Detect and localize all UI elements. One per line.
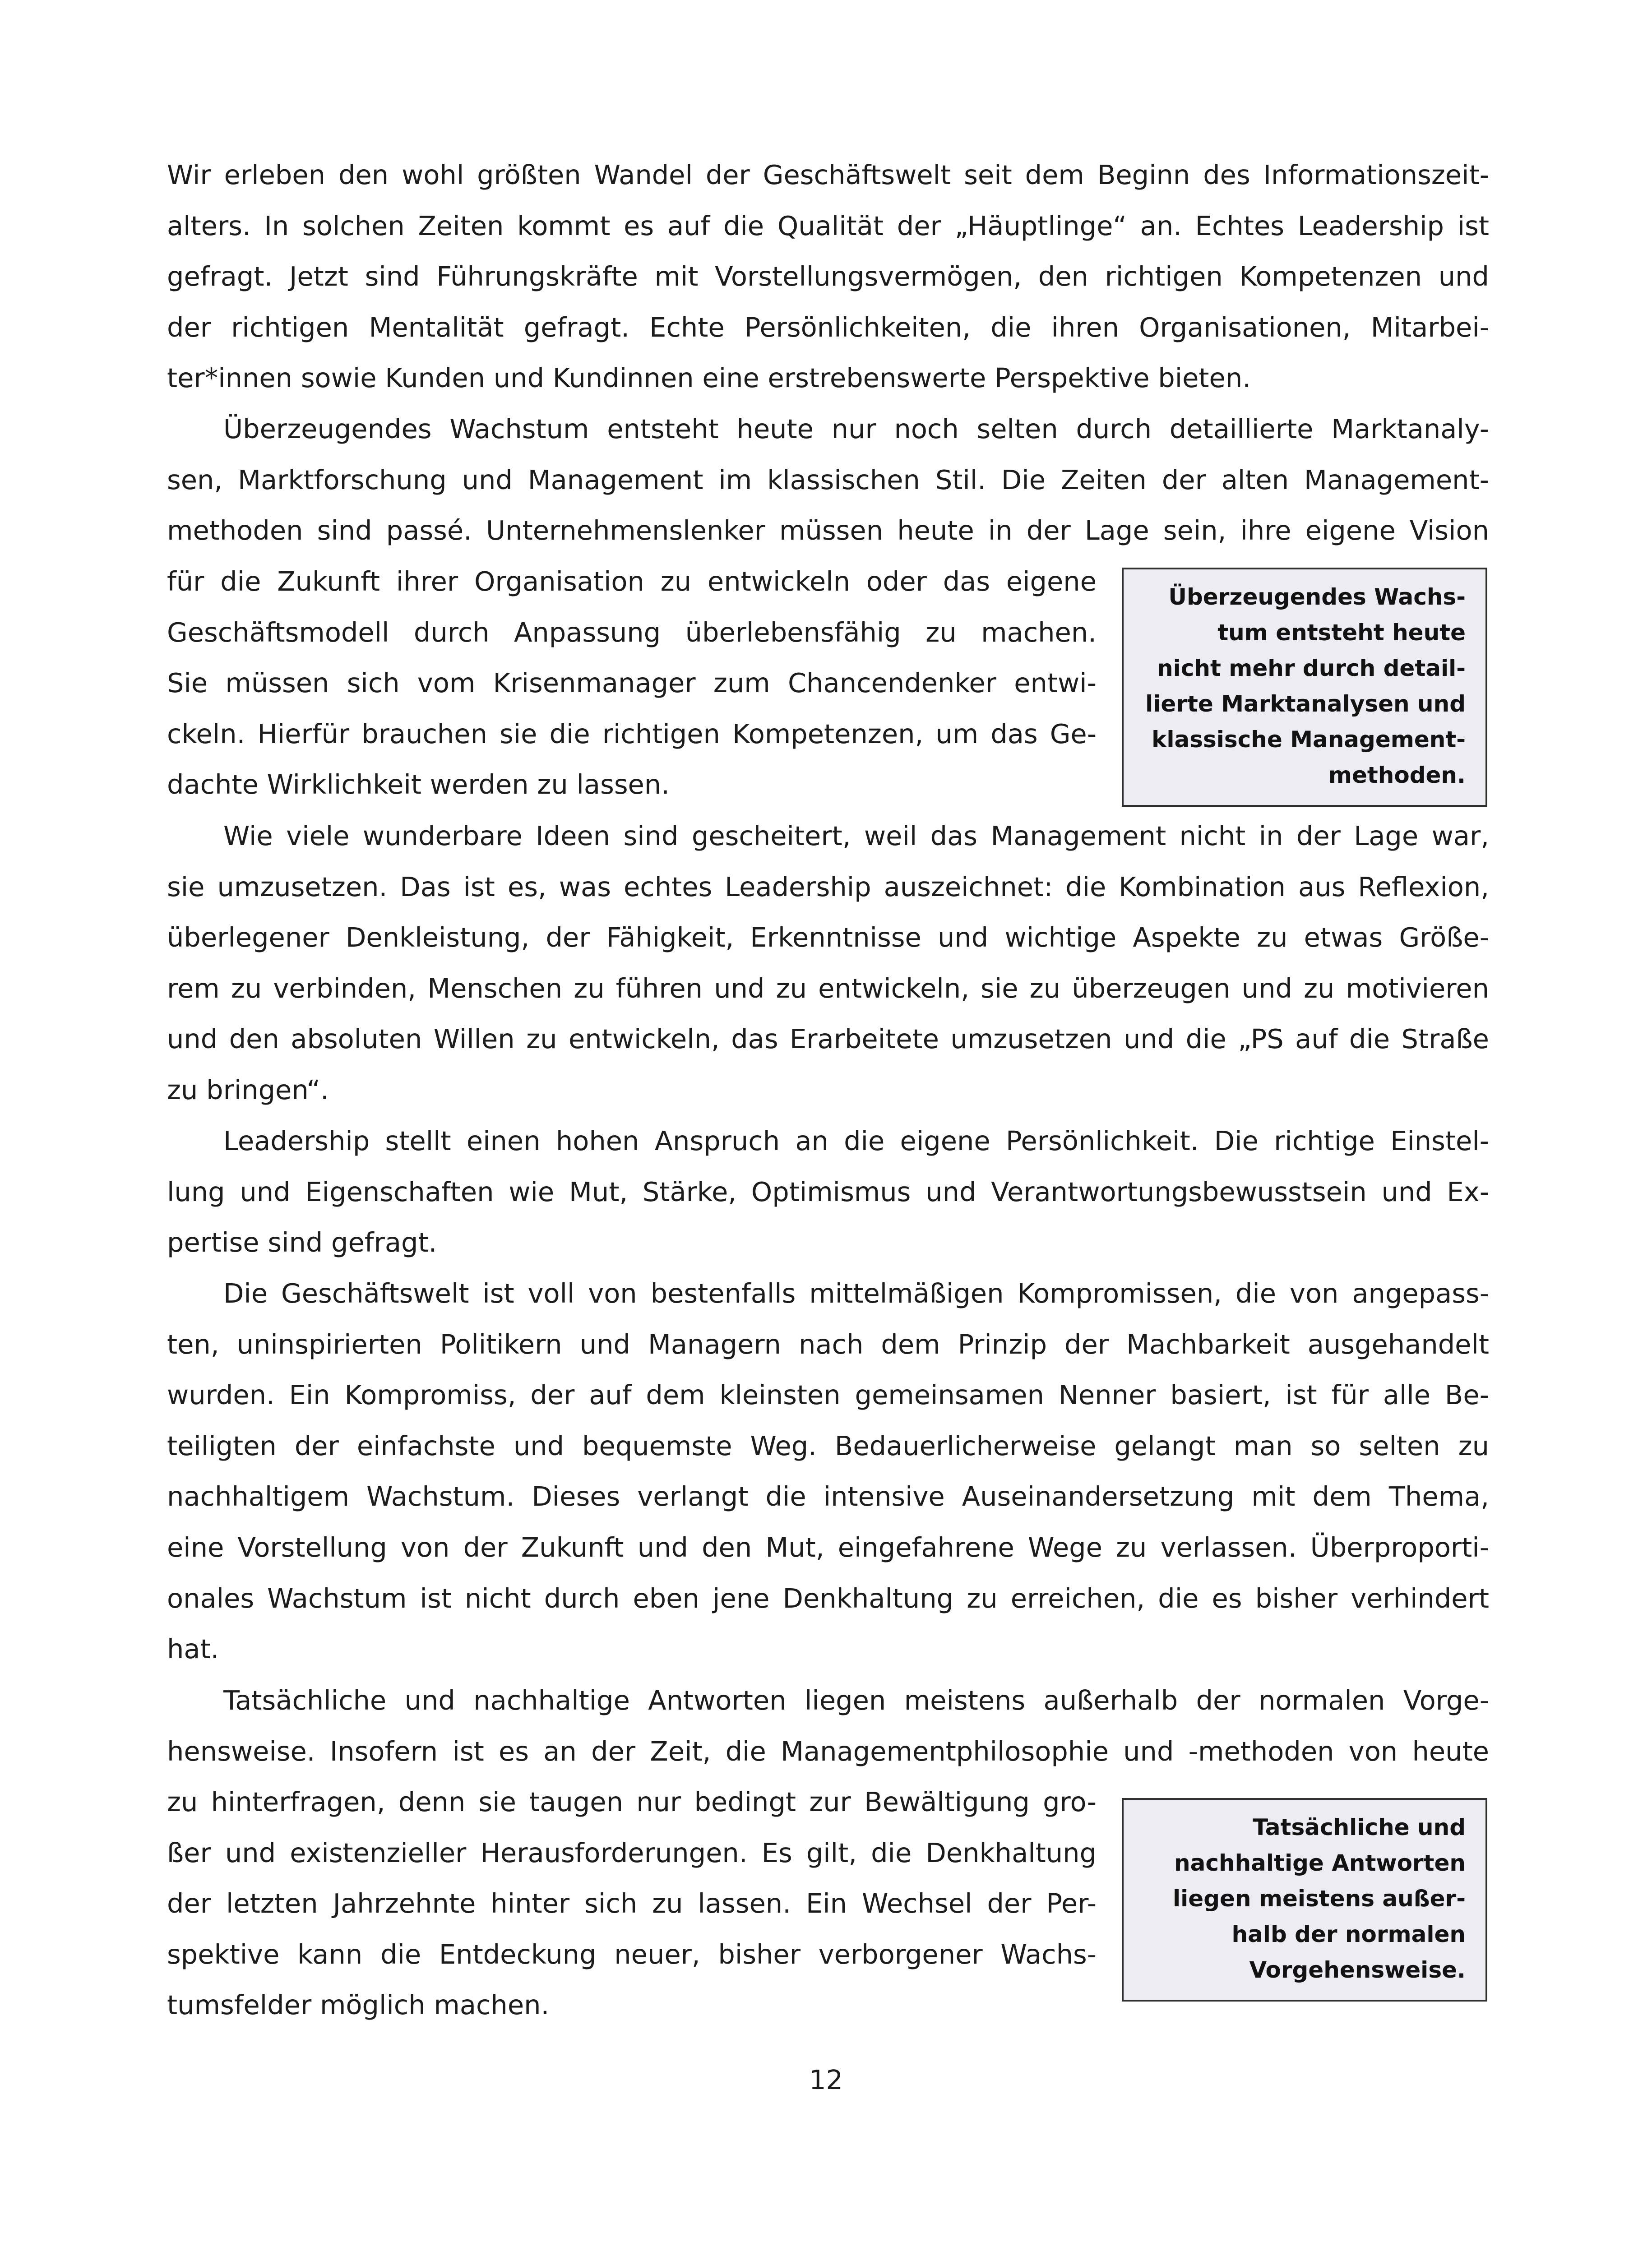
- paragraph-line: der letzten Jahrzehnte hinter sich zu lassen. Ein Wechsel der Per-: [167, 1888, 1097, 1919]
- paragraph-line: überlegener Denkleistung, der Fähigkeit, Erkenntnisse und wichtige Aspekte zu etwas Größe-: [167, 922, 1489, 953]
- paragraph-line: lung und Eigenschaften wie Mut, Stärke, Optimismus und Verantwortungsbewusstsein und Ex-: [167, 1176, 1489, 1207]
- pullquote-line: klassische Management-: [1152, 726, 1466, 753]
- page-number: 12: [809, 2064, 843, 2095]
- paragraph-line: hensweise. Insofern ist es an der Zeit, die Managementphilosophie und -methoden von heute: [167, 1735, 1489, 1767]
- paragraph-line: tumsfelder möglich machen.: [167, 1989, 550, 2021]
- paragraph-line: Überzeugendes Wachstum entsteht heute nur noch selten durch detaillierte Marktanaly-: [223, 413, 1489, 444]
- paragraph-line: der richtigen Mentalität gefragt. Echte Persönlichkeiten, die ihren Organisationen, Mitarbei-: [167, 311, 1489, 343]
- paragraph-line: zu hinterfragen, denn sie taugen nur bedingt zur Bewältigung gro-: [167, 1786, 1097, 1817]
- pullquote-line: nicht mehr durch detail-: [1157, 655, 1466, 681]
- paragraph-line: für die Zukunft ihrer Organisation zu entwickeln oder das eigene: [167, 566, 1097, 597]
- paragraph-line: alters. In solchen Zeiten kommt es auf die Qualität der „Häuptlinge“ an. Echtes Leadership ist: [167, 210, 1489, 241]
- paragraph-line: Wir erleben den wohl größten Wandel der Geschäftswelt seit dem Beginn des Informationszeit-: [167, 159, 1489, 190]
- paragraph-line: Wie viele wunderbare Ideen sind gescheitert, weil das Management nicht in der Lage war,: [223, 820, 1489, 851]
- paragraph-6-continued: [167, 1777, 1097, 2031]
- paragraph-5: [167, 1268, 1489, 1675]
- paragraph-line: gefragt. Jetzt sind Führungskräfte mit Vorstellungsvermögen, den richtigen Kompetenzen und: [167, 261, 1489, 292]
- pullquote-line: Überzeugendes Wachs-: [1168, 584, 1466, 610]
- pullquote-line: halb der normalen: [1231, 1921, 1466, 1947]
- paragraph-line: rem zu verbinden, Menschen zu führen und zu entwickeln, sie zu überzeugen und zu motivieren: [167, 972, 1489, 1004]
- pullquote-line: Vorgehensweise.: [1249, 1957, 1466, 1983]
- paragraph-2-continued: [167, 556, 1097, 810]
- paragraph-line: pertise sind gefragt.: [167, 1227, 437, 1258]
- pullquote-line: liegen meistens außer-: [1173, 1886, 1466, 1912]
- paragraph-line: sie umzusetzen. Das ist es, was echtes Leadership auszeichnet: die Kombination aus Reflexion,: [167, 871, 1489, 902]
- pullquote-line: tum entsteht heute: [1217, 619, 1466, 646]
- paragraph-line: onales Wachstum ist nicht durch eben jene Denkhaltung zu erreichen, die es bisher verhindert: [167, 1582, 1489, 1614]
- paragraph-line: Die Geschäftswelt ist voll von bestenfalls mittelmäßigen Kompromissen, die von angepass-: [223, 1278, 1489, 1309]
- paragraph-line: Leadership stellt einen hohen Anspruch an die eigene Persönlichkeit. Die richtige Einstel-: [223, 1125, 1489, 1156]
- paragraph-6: [167, 1675, 1489, 1777]
- pullquote-line: lierte Marktanalysen und: [1145, 691, 1466, 717]
- paragraph-line: methoden sind passé. Unternehmenslenker müssen heute in der Lage sein, ihre eigene Vision: [167, 515, 1489, 546]
- paragraph-line: sen, Marktforschung und Management im klassischen Stil. Die Zeiten der alten Management-: [167, 464, 1489, 495]
- paragraph-1: [167, 150, 1489, 404]
- paragraph-line: Geschäftsmodell durch Anpassung überlebensfähig zu machen.: [167, 616, 1097, 648]
- paragraph-line: hat.: [167, 1633, 219, 1665]
- paragraph-4: [167, 1116, 1489, 1268]
- paragraph-line: ckeln. Hierfür brauchen sie die richtigen Kompetenzen, um das Ge-: [167, 718, 1097, 749]
- paragraph-line: Sie müssen sich vom Krisenmanager zum Chancendenker entwi-: [167, 667, 1097, 699]
- paragraph-3: [167, 811, 1489, 1116]
- pullquote-line: methoden.: [1328, 762, 1466, 788]
- paragraph-line: und den absoluten Willen zu entwickeln, das Erarbeitete umzusetzen und die „PS auf die Straße: [167, 1023, 1489, 1055]
- paragraph-line: wurden. Ein Kompromiss, der auf dem kleinsten gemeinsamen Nenner basiert, ist für alle Be-: [167, 1379, 1489, 1411]
- pullquote-line: Tatsächliche und: [1253, 1814, 1466, 1840]
- paragraph-line: eine Vorstellung von der Zukunft und den Mut, eingefahrene Wege zu verlassen. Überproporti-: [167, 1531, 1489, 1563]
- paragraph-2: [167, 404, 1489, 556]
- paragraph-line: dachte Wirklichkeit werden zu lassen.: [167, 769, 670, 800]
- paragraph-line: teiligten der einfachste und bequemste Weg. Bedauerlicherweise gelangt man so selten zu: [167, 1430, 1489, 1461]
- paragraph-line: zu bringen“.: [167, 1074, 329, 1105]
- paragraph-line: nachhaltigem Wachstum. Dieses verlangt die intensive Auseinandersetzung mit dem Thema,: [167, 1481, 1489, 1512]
- paragraph-line: ter*innen sowie Kunden und Kundinnen eine erstrebenswerte Perspektive bieten.: [167, 362, 1251, 394]
- paragraph-line: ten, uninspirierten Politikern und Managern nach dem Prinzip der Machbarkeit ausgehandelt: [167, 1328, 1489, 1360]
- paragraph-line: Tatsächliche und nachhaltige Antworten liegen meistens außerhalb der normalen Vorge-: [223, 1685, 1489, 1716]
- paragraph-line: ßer und existenzieller Herausforderungen. Es gilt, die Denkhaltung: [167, 1837, 1097, 1868]
- pullquote-line: nachhaltige Antworten: [1174, 1850, 1466, 1876]
- pullquote-2: [1122, 1798, 1487, 2002]
- pullquote-1: [1122, 568, 1487, 807]
- paragraph-line: spektive kann die Entdeckung neuer, bisher verborgener Wachs-: [167, 1938, 1097, 1970]
